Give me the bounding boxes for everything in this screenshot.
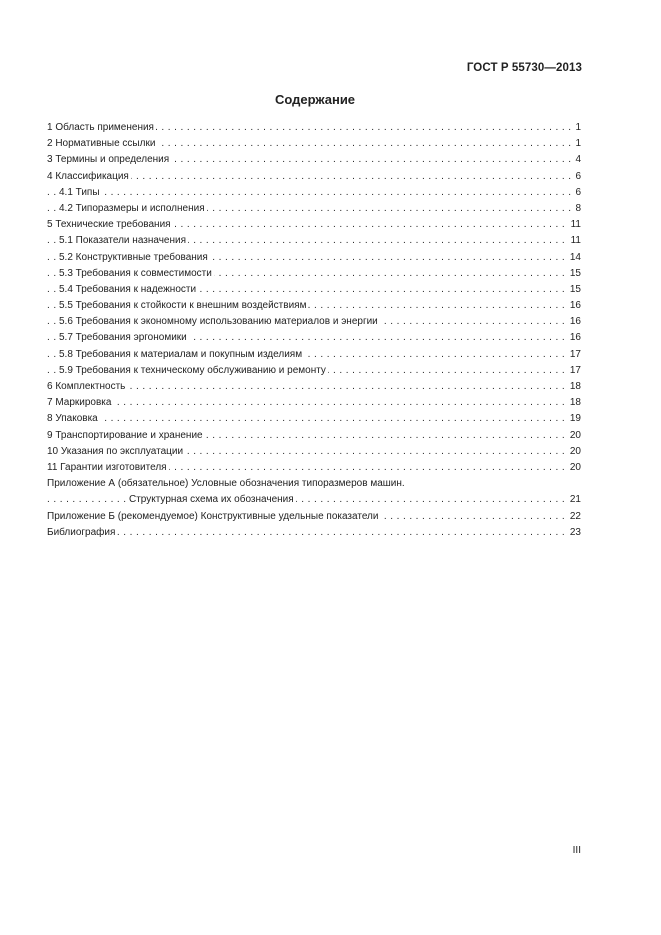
toc-entry-page: 8 [572, 201, 581, 217]
toc-entry-page: 15 [567, 282, 581, 298]
toc-entry-label: 6 Комплектность [47, 381, 126, 392]
toc-subentry[interactable] [47, 250, 581, 266]
toc-entry-label: 4.1 Типы [59, 186, 100, 198]
toc-entry-label: 4.2 Типоразмеры и исполнения [59, 202, 205, 214]
toc-entry-label: 1 Область применения [47, 122, 154, 133]
toc-bibliography[interactable] [47, 525, 581, 541]
toc-entry[interactable] [47, 152, 581, 168]
toc-entry-page: 14 [567, 250, 581, 266]
toc-entry[interactable] [47, 120, 581, 136]
toc-appendix-a[interactable] [47, 492, 581, 508]
toc-subentry[interactable] [47, 282, 581, 298]
toc-entry-label: 11 Гарантии изготовителя [47, 461, 167, 473]
toc-entry-page: 6 [572, 185, 581, 201]
toc-entry-page: 16 [567, 330, 581, 346]
toc-entry-page: 1 [572, 120, 581, 136]
toc-entry-label: 7 Маркировка [47, 397, 112, 409]
toc-subentry[interactable] [47, 266, 581, 282]
toc-entry-label: 4 Классификация [47, 170, 129, 182]
toc-entry-page: 20 [567, 444, 581, 460]
toc-entry-label: Приложение Б (рекомендуемое) Конструктивные удельные показатели [47, 510, 379, 522]
toc-subentry[interactable] [47, 201, 581, 217]
toc-entry[interactable] [47, 444, 581, 460]
toc-entry-label: 8 Упаковка [47, 413, 98, 425]
toc-entry-label: Приложение А (обязательное) Условные обозначения типоразмеров машин. [47, 478, 405, 490]
toc-entry-label: 5.8 Требования к материалам и покупным изделиям [59, 348, 303, 360]
table-of-contents [47, 120, 581, 541]
toc-entry-page: 19 [567, 411, 581, 427]
toc-subentry[interactable] [47, 314, 581, 330]
toc-entry-label: 5.2 Конструктивные требования [59, 251, 208, 263]
toc-entry-label: 9 Транспортирование и хранение [47, 429, 203, 441]
toc-entry-page: 15 [567, 266, 581, 282]
toc-entry-label: 5.9 Требования к техническому обслуживанию и ремонту [59, 364, 326, 376]
toc-entry-label: 5.1 Показатели назначения [59, 235, 187, 247]
toc-entry-label: 5.6 Требования к экономному использованию материалов и энергии [59, 316, 378, 328]
toc-entry-page: 20 [567, 428, 581, 444]
toc-subentry[interactable] [47, 298, 581, 314]
toc-entry[interactable] [47, 428, 581, 444]
toc-subentry[interactable] [47, 185, 581, 201]
toc-subentry[interactable] [47, 347, 581, 363]
toc-entry-page: 16 [567, 298, 581, 314]
toc-entry-label: Библиография [47, 526, 116, 538]
toc-entry[interactable] [47, 136, 581, 152]
toc-entry[interactable] [47, 379, 581, 395]
toc-entry-page: 20 [567, 460, 581, 476]
toc-entry-page: 18 [567, 379, 581, 395]
toc-entry-label: 5.7 Требования эргономики [59, 332, 187, 344]
page-title: Содержание [274, 92, 356, 107]
toc-entry-page: 16 [567, 314, 581, 330]
toc-entry-page: 6 [572, 169, 581, 185]
toc-entry-page: 17 [567, 363, 581, 379]
toc-entry[interactable] [47, 395, 581, 411]
document-code: ГОСТ Р 55730—2013 [466, 62, 582, 74]
toc-subentry[interactable] [47, 233, 581, 249]
toc-entry-page: 11 [568, 217, 581, 233]
toc-entry-label: 5 Технические требования [47, 219, 171, 231]
toc-entry-page: 4 [572, 152, 581, 168]
toc-entry-page: 22 [567, 509, 581, 525]
toc-entry[interactable] [47, 217, 581, 233]
toc-entry-label: 2 Нормативные ссылки [47, 138, 156, 150]
toc-entry-label: 3 Термины и определения [47, 154, 170, 166]
toc-entry-label: 5.5 Требования к стойкости к внешним воздействиям [59, 300, 307, 312]
page-number: III [572, 845, 581, 856]
toc-subentry[interactable] [47, 363, 581, 379]
toc-entry-label: 5.4 Требования к надежности [59, 283, 197, 295]
toc-entry-page: 21 [567, 492, 581, 508]
toc-entry-label: 5.3 Требования к совместимости [59, 267, 212, 279]
toc-entry-page: 17 [567, 347, 581, 363]
toc-subentry[interactable] [47, 330, 581, 346]
toc-entry-page: 11 [568, 233, 581, 249]
toc-entry-page: 1 [572, 136, 581, 152]
toc-entry-page: 18 [567, 395, 581, 411]
toc-entry-label: Структурная схема их обозначения [129, 494, 294, 506]
toc-appendix-b[interactable] [47, 509, 581, 525]
toc-appendix-a-title[interactable] [47, 476, 581, 492]
toc-entry-page: 23 [567, 525, 581, 541]
toc-entry[interactable] [47, 460, 581, 476]
toc-entry[interactable] [47, 411, 581, 427]
toc-entry-label: 10 Указания по эксплуатации [47, 445, 184, 457]
toc-entry[interactable] [47, 169, 581, 185]
